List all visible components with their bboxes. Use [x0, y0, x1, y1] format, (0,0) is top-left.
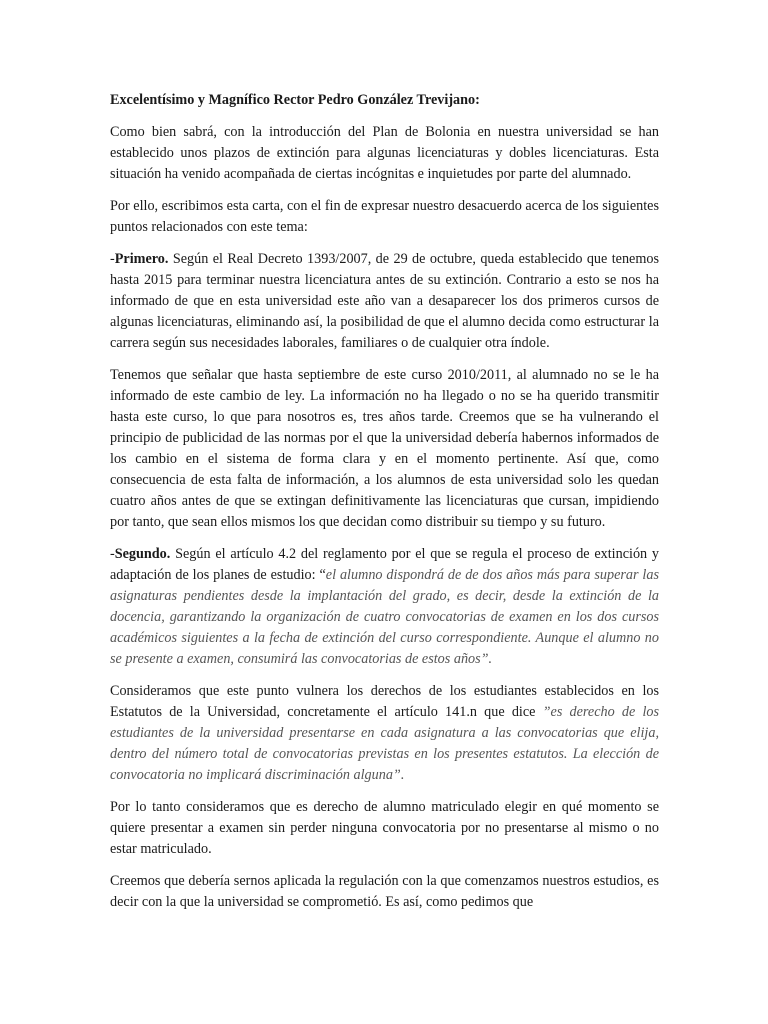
paragraph-segundo-text: Según el artículo 4.2 del reglamento por el que se regula el proceso de extinción y adaptación de los planes de estudio: “ [110, 546, 659, 583]
paragraph-intro: Como bien sabrá, con la introducción del Plan de Bolonia en nuestra universidad se han establecido unos plazos de extinción para algunas licenciaturas y dobles licenciaturas. Esta situación ha venido acompañada de ciertas incógnitas e inquietudes por parte del alumnado. [110, 124, 659, 182]
paragraph-statutes [110, 681, 659, 786]
point-heading-primero: Primero. [114, 251, 169, 267]
paragraph-statutes-text: Consideramos que este punto vulnera los derechos de los estudiantes establecidos en los Estatutos de la Universidad, concretamente el artículo 141.n que dice [110, 683, 659, 720]
paragraph-conclusion: Por lo tanto consideramos que es derecho de alumno matriculado elegir en qué momento se quiere presentar a examen sin perder ninguna convocatoria por no presentarse al mismo o no estar matriculado. [110, 799, 659, 857]
regulation-quote: el alumno dispondrá de de dos años más para superar las asignaturas pendientes desde la implantación del grado, es decir, desde la extinción de la docencia, garantizando la organización de cuatro convocatorias de examen en los dos cursos académicos siguientes a la fecha de extinción del curso correspondiente. Aunque el alumno no se presente a examen, consumirá las convocatorias de estos años”. [110, 567, 659, 667]
point-heading-segundo: Segundo. [114, 546, 171, 562]
paragraph-primero-text: Según el Real Decreto 1393/2007, de 29 de octubre, queda establecido que tenemos hasta 2015 para terminar nuestra licenciatura antes de su extinción. Contrario a esto se nos ha informado de que en esta universidad este año van a desaparecer los dos primeros cursos de algunas licenciaturas, eliminando así, la posibilidad de que el alumno decida como estructurar la carrera según sus necesidades laborales, familiares o de cualquier otra índole. [110, 251, 659, 351]
letter-body [110, 90, 659, 924]
list-dash: - [110, 251, 115, 267]
paragraph-primero [110, 249, 659, 354]
paragraph-segundo [110, 544, 659, 670]
paragraph-request: Creemos que debería sernos aplicada la regulación con la que comenzamos nuestros estudios, es decir con la que la universidad se comprometió. Es así, como pedimos que [110, 873, 659, 910]
salutation: Excelentísimo y Magnífico Rector Pedro González Trevijano: [110, 92, 480, 108]
paragraph-purpose: Por ello, escribimos esta carta, con el fin de expresar nuestro desacuerdo acerca de los siguientes puntos relacionados con este tema: [110, 198, 659, 235]
list-dash: - [110, 546, 115, 562]
paragraph-information: Tenemos que señalar que hasta septiembre de este curso 2010/2011, al alumnado no se le ha informado de este cambio de ley. La información no ha llegado o no se ha querido transmitir hasta este curso, lo que para nosotros es, tres años tarde. Creemos que se ha vulnerando el principio de publicidad de las normas por el que la universidad debería habernos informados de los cambio en el sistema de forma clara y en el momento pertinente. Así que, como consecuencia de esta falta de información, a los alumnos de esta universidad solo les quedan cuatro años antes de que se extingan definitivamente las licenciaturas que cursan, impidiendo por tanto, que sean ellos mismos los que decidan como distribuir su tiempo y su futuro. [110, 367, 659, 530]
statutes-quote: ”es derecho de los estudiantes de la universidad presentarse en cada asignatura a las convocatorias que elija, dentro del número total de convocatorias previstas en los presentes estatutos. La elección de convocatoria no implicará discriminación alguna”. [110, 704, 659, 783]
